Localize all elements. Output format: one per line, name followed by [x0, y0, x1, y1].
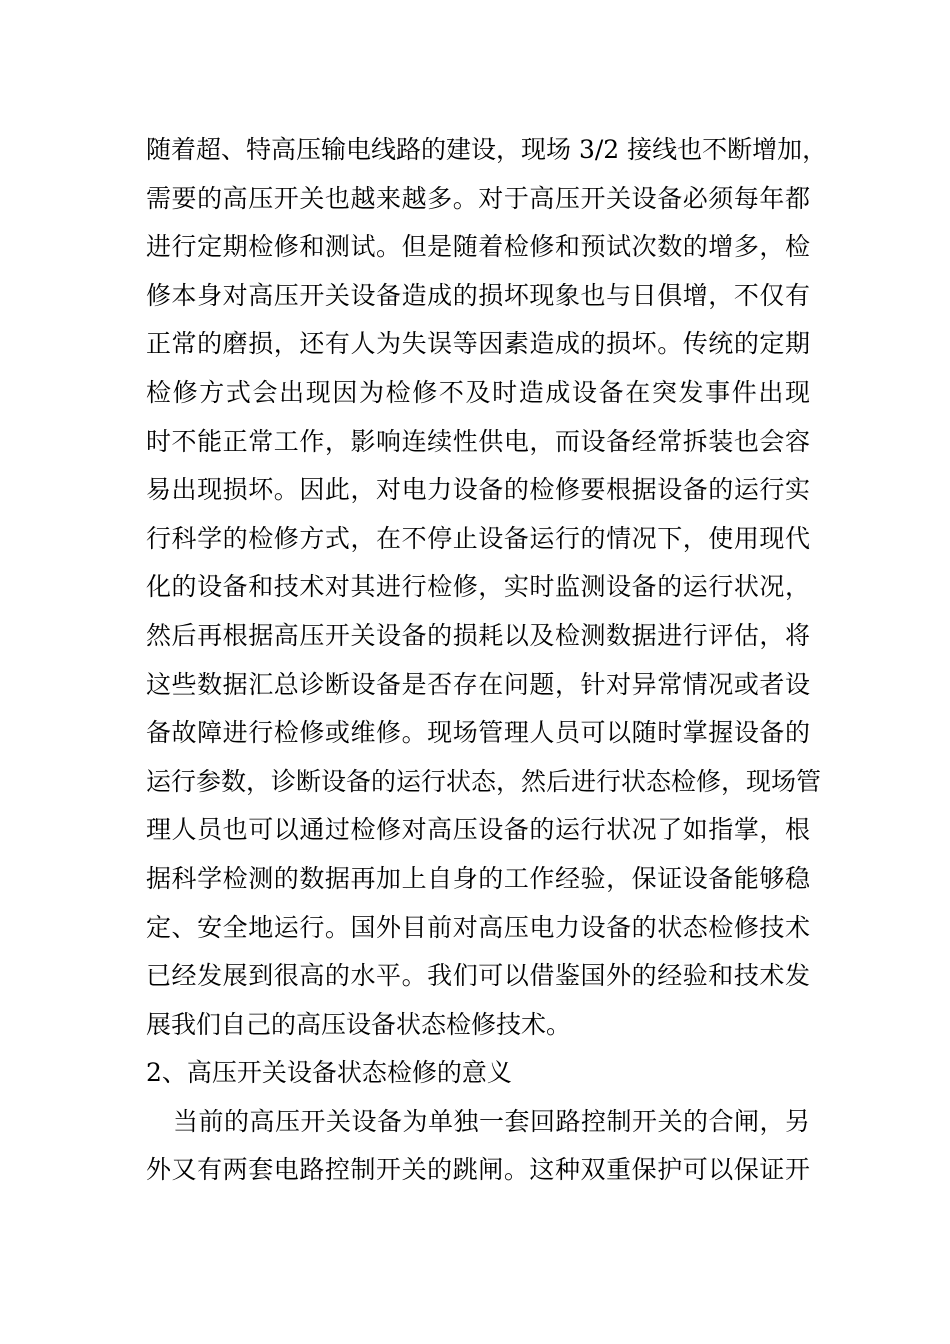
- section-heading: 2、高压开关设备状态检修的意义: [146, 1058, 512, 1088]
- paragraph-line: 检修方式会出现因为检修不及时造成设备在突发事件出现: [146, 377, 810, 407]
- paragraph-line: 修本身对高压开关设备造成的损坏现象也与日俱增，不仅有: [146, 280, 810, 310]
- paragraph-line: 化的设备和技术对其进行检修，实时监测设备的运行状况，: [146, 572, 810, 602]
- paragraph-line: 理人员也可以通过检修对高压设备的运行状况了如指掌，根: [146, 815, 810, 845]
- paragraph-line: 展我们自己的高压设备状态检修技术。: [146, 1009, 572, 1039]
- paragraph-line: 进行定期检修和测试。但是随着检修和预试次数的增多，检: [146, 232, 810, 262]
- paragraph-line: 这些数据汇总诊断设备是否存在问题，针对异常情况或者设: [146, 669, 810, 699]
- paragraph-line: 据科学检测的数据再加上自身的工作经验，保证设备能够稳: [146, 863, 810, 893]
- paragraph-line: 然后再根据高压开关设备的损耗以及检测数据进行评估，将: [146, 620, 810, 650]
- paragraph-line: 运行参数，诊断设备的运行状态，然后进行状态检修，现场管: [146, 766, 822, 796]
- paragraph-line: 备故障进行检修或维修。现场管理人员可以随时掌握设备的: [146, 718, 810, 748]
- paragraph-line: 已经发展到很高的水平。我们可以借鉴国外的经验和技术发: [146, 961, 810, 991]
- paragraph-line: 正常的磨损，还有人为失误等因素造成的损坏。传统的定期: [146, 329, 810, 359]
- paragraph-line: 随着超、特高压输电线路的建设，现场 3/2 接线也不断增加，: [146, 135, 828, 164]
- paragraph-line: 外又有两套电路控制开关的跳闸。这种双重保护可以保证开: [146, 1155, 810, 1185]
- body-text: [146, 126, 828, 1195]
- paragraph-line: 定、安全地运行。国外目前对高压电力设备的状态检修技术: [146, 912, 810, 942]
- paragraph-line: 易出现损坏。因此，对电力设备的检修要根据设备的运行实: [146, 475, 810, 505]
- paragraph-line: 行科学的检修方式，在不停止设备运行的情况下，使用现代: [146, 523, 810, 553]
- paragraph-line: 需要的高压开关也越来越多。对于高压开关设备必须每年都: [146, 183, 810, 213]
- paragraph-line: 时不能正常工作，影响连续性供电，而设备经常拆装也会容: [146, 426, 810, 456]
- paragraph-line: 当前的高压开关设备为单独一套回路控制开关的合闸，另: [173, 1106, 810, 1136]
